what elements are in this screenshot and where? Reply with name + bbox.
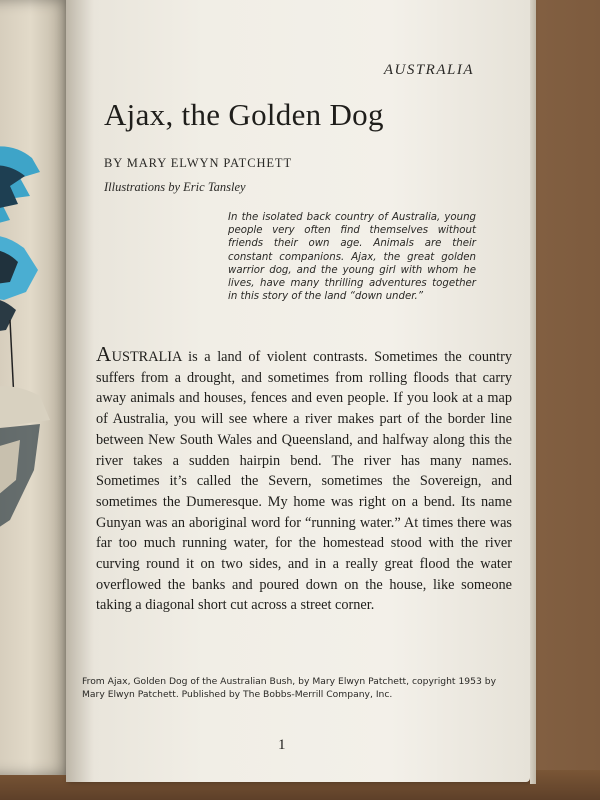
illustration-credit: Illustrations by Eric Tansley [104,180,246,194]
page-number: 1 [278,737,286,753]
intro-paragraph: In the isolated back country of Australia, young people very often find themselves without friends their own age. Animals are their constant companions. Ajax, the great golden warrior dog, and the young girl with whom he lives, have many thrilling adventures together in this story of the land “down under.” [228,212,476,303]
landscape-illustration [0,0,72,775]
page-edge [530,0,536,784]
book-page [66,0,530,782]
body-lead-word: USTRALIA [111,349,182,365]
section-label: AUSTRALIA [383,62,474,78]
facing-page-illustration [0,0,72,775]
body-paragraph [96,344,512,616]
story-title: Ajax, the Golden Dog [104,97,384,132]
drop-cap: A [96,342,112,366]
body-text: is a land of violent contrasts. Sometimes the country suffers from a drought, and sometimes from rolling floods that carry away animals and houses, fences and even people. If you look at a map of Australia, you will see where a river makes part of the border line between New South Wales and Queensland, and halfway along this the river takes a sudden hairpin bend. The river has many names. Sometimes it’s called the Severn, sometimes the Sovereign, and sometimes the Dumeresque. My home was right on a bend. Its name Gunyan was an aboriginal word for “running water.” At times there was far too much running water, for the homestead stood with the river curving round it on two sides, and in a really great flood the water overflowed the banks and poured down on the house, like someone taking a diagonal short cut across a street corner. [96,349,512,614]
source-footnote: From Ajax, Golden Dog of the Australian Bush, by Mary Elwyn Patchett, copyright 1953 by Mary Elwyn Patchett. Published by The Bobbs-Merrill Company, Inc. [82,676,497,700]
author-byline: BY MARY ELWYN PATCHETT [104,156,292,170]
